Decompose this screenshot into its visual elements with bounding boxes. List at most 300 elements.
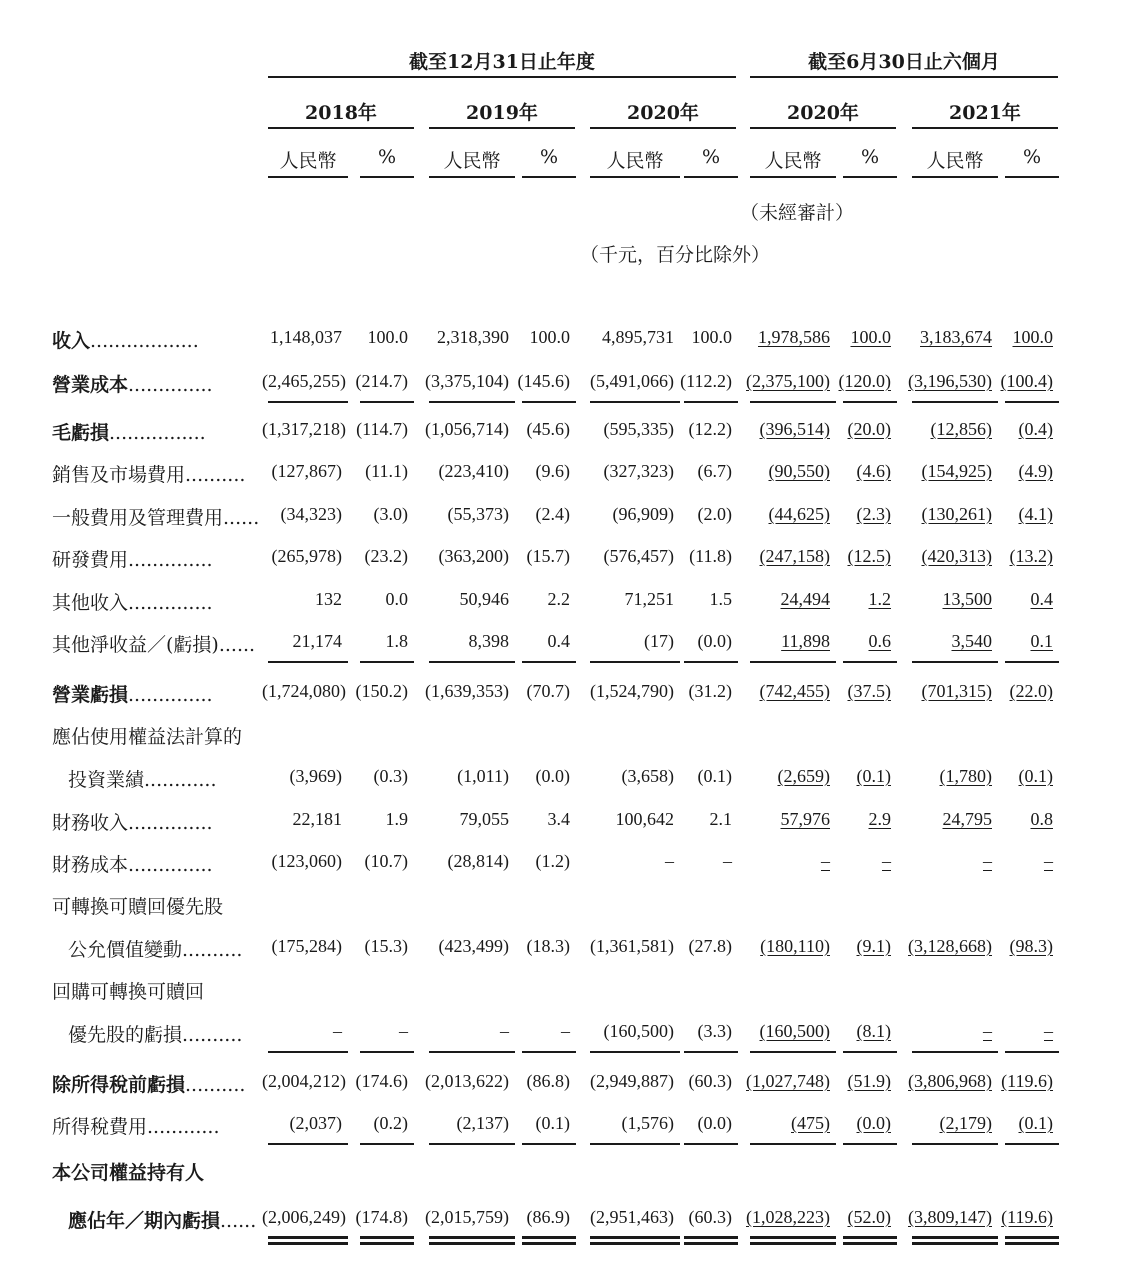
cell-value: 2.9 <box>868 809 891 829</box>
row-label <box>52 588 213 615</box>
subtotal-rule <box>750 1143 836 1145</box>
cell-value: (0.0) <box>535 766 570 786</box>
table-cell <box>354 1021 408 1042</box>
header-rule <box>1005 176 1059 178</box>
table-cell <box>744 419 830 440</box>
subtotal-rule <box>750 661 836 663</box>
cell-value: (17) <box>644 631 674 651</box>
cell-value: (28,814) <box>447 851 509 871</box>
table-cell <box>744 371 830 392</box>
cell-value: (2,015,759) <box>425 1207 509 1227</box>
cell-value: (5,491,066) <box>590 371 674 391</box>
total-double-rule <box>360 1242 414 1245</box>
subtotal-rule <box>268 1143 348 1145</box>
row-label <box>68 935 242 962</box>
cell-value: (23.2) <box>364 546 408 566</box>
cell-value: (265,978) <box>271 546 342 566</box>
table-cell <box>584 327 674 348</box>
table-cell <box>906 1021 992 1042</box>
cell-value: (0.3) <box>373 766 408 786</box>
cell-value: (90,550) <box>768 461 830 481</box>
table-cell <box>354 504 408 525</box>
row-label-text: 公允價值變動 <box>68 939 183 961</box>
cell-value: (0.2) <box>373 1113 408 1133</box>
table-cell <box>423 631 509 652</box>
subtotal-rule <box>684 1143 738 1145</box>
table-cell <box>999 851 1053 872</box>
cell-value: (15.3) <box>364 936 408 956</box>
percent-header: % <box>539 146 559 168</box>
currency-header: 人民幣 <box>764 150 822 172</box>
subtotal-rule <box>912 1051 998 1053</box>
table-cell <box>354 589 408 610</box>
currency-header: 人民幣 <box>443 150 501 172</box>
cell-value: (4.9) <box>1018 461 1053 481</box>
subtotal-rule <box>590 1051 680 1053</box>
table-cell <box>262 419 346 440</box>
year-header-2020-h1: 2020年 <box>787 102 859 124</box>
year-header-2021-h1: 2021年 <box>949 102 1021 124</box>
table-cell <box>423 681 509 702</box>
table-cell <box>837 327 891 348</box>
header-rule <box>843 176 897 178</box>
table-cell <box>678 851 732 872</box>
table-cell <box>906 1071 992 1092</box>
cell-value: (12.5) <box>847 546 891 566</box>
table-cell <box>678 589 732 610</box>
cell-value: 0.4 <box>1030 589 1053 609</box>
cell-value: 2.2 <box>547 589 570 609</box>
table-cell <box>837 766 891 787</box>
cell-value: 2.1 <box>709 809 732 829</box>
header-rule <box>590 127 736 129</box>
table-cell <box>354 419 408 440</box>
table-cell <box>584 809 674 830</box>
total-double-rule <box>360 1236 414 1239</box>
table-cell <box>837 371 891 392</box>
row-label <box>52 326 199 353</box>
cell-value: (3,658) <box>621 766 674 786</box>
cell-value: (214.7) <box>355 371 408 391</box>
subtotal-rule <box>750 1051 836 1053</box>
cell-value: (60.3) <box>688 1207 732 1227</box>
table-cell <box>423 461 509 482</box>
cell-value: (223,410) <box>438 461 509 481</box>
cell-value: (6.7) <box>697 461 732 481</box>
row-label-text: 優先股的虧損 <box>68 1024 183 1046</box>
year-header-2019: 2019年 <box>466 102 538 124</box>
cell-value: 11,898 <box>781 631 830 651</box>
cell-value: 0.4 <box>547 631 570 651</box>
cell-value: (37.5) <box>847 681 891 701</box>
subtotal-rule <box>843 401 897 403</box>
cell-value: 24,795 <box>942 809 992 829</box>
subtotal-rule <box>429 401 515 403</box>
table-cell <box>354 546 408 567</box>
table-cell <box>262 504 342 525</box>
table-cell <box>837 1021 891 1042</box>
cell-value: (98.3) <box>1009 936 1053 956</box>
table-cell <box>516 504 570 525</box>
table-cell <box>516 851 570 872</box>
row-label-text: 所得稅費用 <box>52 1116 148 1138</box>
table-cell <box>262 461 342 482</box>
header-rule <box>912 176 998 178</box>
cell-value: (1,361,581) <box>590 936 674 956</box>
row-label <box>52 1070 245 1097</box>
table-cell <box>423 851 509 872</box>
table-cell <box>262 1071 346 1092</box>
table-cell <box>584 371 674 392</box>
row-label <box>52 808 213 835</box>
cell-value: (423,499) <box>438 936 509 956</box>
row-label-text: 毛虧損 <box>52 422 110 444</box>
cell-value: (18.3) <box>526 936 570 956</box>
table-cell <box>837 631 891 652</box>
cell-value: (1,028,223) <box>746 1207 830 1227</box>
table-cell <box>999 809 1053 830</box>
header-rule <box>912 127 1058 129</box>
cell-value: (701,315) <box>921 681 992 701</box>
row-label-text: 投資業績 <box>68 769 145 791</box>
cell-value: (742,455) <box>759 681 830 701</box>
cell-value: (0.1) <box>856 766 891 786</box>
cell-value: (9.6) <box>535 461 570 481</box>
table-cell <box>678 1113 732 1134</box>
row-label-text: 營業成本 <box>52 374 129 396</box>
cell-value: (52.0) <box>847 1207 891 1227</box>
cell-value: (60.3) <box>688 1071 732 1091</box>
row-label-text: 可轉換可贖回優先股 <box>52 896 224 918</box>
subtotal-rule <box>522 401 576 403</box>
table-cell <box>584 589 674 610</box>
cell-value: – <box>983 851 992 871</box>
table-cell <box>354 851 408 872</box>
table-cell <box>999 1113 1053 1134</box>
row-label-text: 其他淨收益／(虧損) <box>52 634 219 656</box>
table-cell <box>678 461 732 482</box>
cell-value: – <box>333 1021 342 1041</box>
cell-value: 100.0 <box>1012 327 1053 347</box>
header-rule <box>590 176 680 178</box>
cell-value: 0.1 <box>1030 631 1053 651</box>
cell-value: (12.2) <box>688 419 732 439</box>
cell-value: 4,895,731 <box>602 327 674 347</box>
table-cell <box>999 1021 1053 1042</box>
cell-value: (1,639,353) <box>425 681 509 701</box>
table-cell <box>999 504 1053 525</box>
table-cell <box>516 461 570 482</box>
table-cell <box>516 1071 570 1092</box>
row-label <box>68 765 217 792</box>
row-label-text: 財務成本 <box>52 854 129 876</box>
cell-value: (10.7) <box>364 851 408 871</box>
cell-value: (3,969) <box>289 766 342 786</box>
table-cell <box>999 631 1053 652</box>
table-cell <box>744 504 830 525</box>
table-cell <box>354 631 408 652</box>
cell-value: (112.2) <box>680 371 732 391</box>
table-cell <box>516 1207 570 1228</box>
header-rule <box>750 176 836 178</box>
table-cell <box>423 1207 509 1228</box>
row-label <box>52 680 213 707</box>
table-cell <box>999 1071 1053 1092</box>
table-cell <box>906 809 992 830</box>
subtotal-rule <box>590 401 680 403</box>
leader-dots: .............. <box>128 549 213 571</box>
cell-value: 1.5 <box>709 589 732 609</box>
table-cell <box>516 1021 570 1042</box>
table-cell <box>906 546 992 567</box>
cell-value: (15.7) <box>526 546 570 566</box>
cell-value: (120.0) <box>838 371 891 391</box>
table-cell <box>999 681 1053 702</box>
cell-value: 0.0 <box>385 589 408 609</box>
cell-value: (2.4) <box>535 504 570 524</box>
cell-value: (86.8) <box>526 1071 570 1091</box>
table-cell <box>744 681 830 702</box>
subtotal-rule <box>684 401 738 403</box>
cell-value: (1.2) <box>535 851 570 871</box>
cell-value: (2,465,255) <box>262 371 346 391</box>
total-double-rule <box>429 1242 515 1245</box>
table-cell <box>744 1207 830 1228</box>
table-cell <box>262 1113 342 1134</box>
table-cell <box>584 766 674 787</box>
table-cell <box>354 1071 408 1092</box>
subtotal-rule <box>360 1143 414 1145</box>
cell-value: (11.8) <box>689 546 732 566</box>
table-cell <box>262 936 342 957</box>
header-rule <box>429 127 575 129</box>
total-double-rule <box>843 1236 897 1239</box>
table-cell <box>999 936 1053 957</box>
table-cell <box>678 681 732 702</box>
table-cell <box>262 1021 342 1042</box>
subtotal-rule <box>912 1143 998 1145</box>
table-cell <box>744 809 830 830</box>
table-cell <box>999 327 1053 348</box>
table-cell <box>678 504 732 525</box>
table-cell <box>516 809 570 830</box>
cell-value: – <box>561 1021 570 1041</box>
table-cell <box>262 766 342 787</box>
table-cell <box>678 546 732 567</box>
percent-header: % <box>701 146 721 168</box>
header-rule <box>268 176 348 178</box>
table-cell <box>262 851 342 872</box>
cell-value: (13.2) <box>1009 546 1053 566</box>
table-cell <box>906 631 992 652</box>
subtotal-rule <box>268 1051 348 1053</box>
row-label <box>52 850 213 877</box>
cell-value: 2,318,390 <box>437 327 509 347</box>
total-double-rule <box>912 1236 998 1239</box>
subtotal-rule <box>268 661 348 663</box>
cell-value: (0.0) <box>697 1113 732 1133</box>
table-cell <box>262 681 346 702</box>
cell-value: 24,494 <box>780 589 830 609</box>
year-header-2020: 2020年 <box>627 102 699 124</box>
cell-value: (2,949,887) <box>590 1071 674 1091</box>
table-cell <box>999 766 1053 787</box>
table-cell <box>423 1021 509 1042</box>
table-cell <box>354 1113 408 1134</box>
cell-value: 1,148,037 <box>270 327 342 347</box>
total-double-rule <box>590 1236 680 1239</box>
subtotal-rule <box>750 401 836 403</box>
table-cell <box>516 681 570 702</box>
row-label-text: 其他收入 <box>52 592 129 614</box>
leader-dots: .............. <box>128 812 213 834</box>
leader-dots: ............ <box>144 769 217 791</box>
cell-value: (174.6) <box>355 1071 408 1091</box>
table-cell <box>584 631 674 652</box>
row-label-text: 財務收入 <box>52 812 129 834</box>
total-double-rule <box>522 1242 576 1245</box>
table-cell <box>744 851 830 872</box>
table-cell <box>906 1207 992 1228</box>
cell-value: (86.9) <box>526 1207 570 1227</box>
cell-value: (34,323) <box>280 504 342 524</box>
cell-value: (1,317,218) <box>262 419 346 439</box>
cell-value: (0.1) <box>1018 1113 1053 1133</box>
cell-value: (9.1) <box>856 936 891 956</box>
leader-dots: ................ <box>109 422 206 444</box>
cell-value: – <box>399 1021 408 1041</box>
cell-value: (3,196,530) <box>908 371 992 391</box>
table-cell <box>999 371 1053 392</box>
row-label <box>52 892 223 919</box>
subtotal-rule <box>590 1143 680 1145</box>
leader-dots: .............. <box>128 684 213 706</box>
cell-value: 8,398 <box>468 631 509 651</box>
subtotal-rule <box>1005 1051 1059 1053</box>
table-cell <box>999 461 1053 482</box>
subtotal-rule <box>912 401 998 403</box>
cell-value: 21,174 <box>292 631 342 651</box>
cell-value: (0.4) <box>1018 419 1053 439</box>
cell-value: (175,284) <box>271 936 342 956</box>
row-label <box>52 460 245 487</box>
cell-value: – <box>665 851 674 871</box>
table-cell <box>584 851 674 872</box>
table-cell <box>744 327 830 348</box>
cell-value: – <box>983 1021 992 1041</box>
cell-value: (0.0) <box>697 631 732 651</box>
cell-value: (31.2) <box>688 681 732 701</box>
table-cell <box>744 766 830 787</box>
table-cell <box>837 809 891 830</box>
table-cell <box>423 1071 509 1092</box>
table-cell <box>584 1071 674 1092</box>
cell-value: (3,806,968) <box>908 1071 992 1091</box>
table-cell <box>678 809 732 830</box>
table-cell <box>423 809 509 830</box>
table-cell <box>423 327 509 348</box>
cell-value: – <box>1044 1021 1053 1041</box>
header-rule <box>360 176 414 178</box>
total-double-rule <box>684 1236 738 1239</box>
cell-value: (55,373) <box>447 504 509 524</box>
table-cell <box>906 766 992 787</box>
cell-value: (363,200) <box>438 546 509 566</box>
subtotal-rule <box>522 661 576 663</box>
subtotal-rule <box>360 401 414 403</box>
table-cell <box>837 589 891 610</box>
table-cell <box>423 546 509 567</box>
table-cell <box>678 371 732 392</box>
subtotal-rule <box>429 1143 515 1145</box>
table-cell <box>837 681 891 702</box>
table-cell <box>906 589 992 610</box>
cell-value: (0.1) <box>1018 766 1053 786</box>
table-cell <box>837 1071 891 1092</box>
table-cell <box>423 589 509 610</box>
cell-value: – <box>882 851 891 871</box>
cell-value: 0.6 <box>868 631 891 651</box>
table-cell <box>678 936 732 957</box>
subtotal-rule <box>429 1051 515 1053</box>
cell-value: 1.8 <box>385 631 408 651</box>
row-label <box>52 630 255 657</box>
cell-value: 3.4 <box>547 809 570 829</box>
currency-header: 人民幣 <box>606 150 664 172</box>
cell-value: (119.6) <box>1001 1071 1053 1091</box>
table-cell <box>354 461 408 482</box>
cell-value: (12,856) <box>930 419 992 439</box>
row-label <box>68 1020 242 1047</box>
header-group-fiscal-years: 截至12月31日止年度 <box>409 51 595 73</box>
total-double-rule <box>590 1242 680 1245</box>
table-cell <box>262 1207 346 1228</box>
currency-header: 人民幣 <box>279 150 337 172</box>
leader-dots: .......... <box>185 464 246 486</box>
total-double-rule <box>843 1242 897 1245</box>
table-cell <box>516 936 570 957</box>
cell-value: (576,457) <box>603 546 674 566</box>
cell-value: (2.0) <box>697 504 732 524</box>
cell-value: (1,027,748) <box>746 1071 830 1091</box>
row-label <box>52 503 259 530</box>
table-cell <box>262 371 346 392</box>
table-cell <box>516 371 570 392</box>
row-label-text: 回購可轉換可贖回 <box>52 981 205 1003</box>
table-cell <box>584 504 674 525</box>
subtotal-rule <box>843 1051 897 1053</box>
table-cell <box>999 419 1053 440</box>
cell-value: (1,056,714) <box>425 419 509 439</box>
leader-dots: ...... <box>223 507 260 529</box>
table-cell <box>744 589 830 610</box>
cell-value: – <box>723 851 732 871</box>
cell-value: (11.1) <box>365 461 408 481</box>
cell-value: (22.0) <box>1009 681 1053 701</box>
table-cell <box>837 419 891 440</box>
table-cell <box>678 1071 732 1092</box>
percent-header: % <box>377 146 397 168</box>
cell-value: (44,625) <box>768 504 830 524</box>
cell-value: (8.1) <box>856 1021 891 1041</box>
unaudited-note: （未經審計） <box>740 202 855 224</box>
year-header-2018: 2018年 <box>305 102 377 124</box>
table-cell <box>837 504 891 525</box>
table-cell <box>837 461 891 482</box>
cell-value: (160,500) <box>759 1021 830 1041</box>
header-rule <box>268 76 736 78</box>
table-cell <box>999 546 1053 567</box>
